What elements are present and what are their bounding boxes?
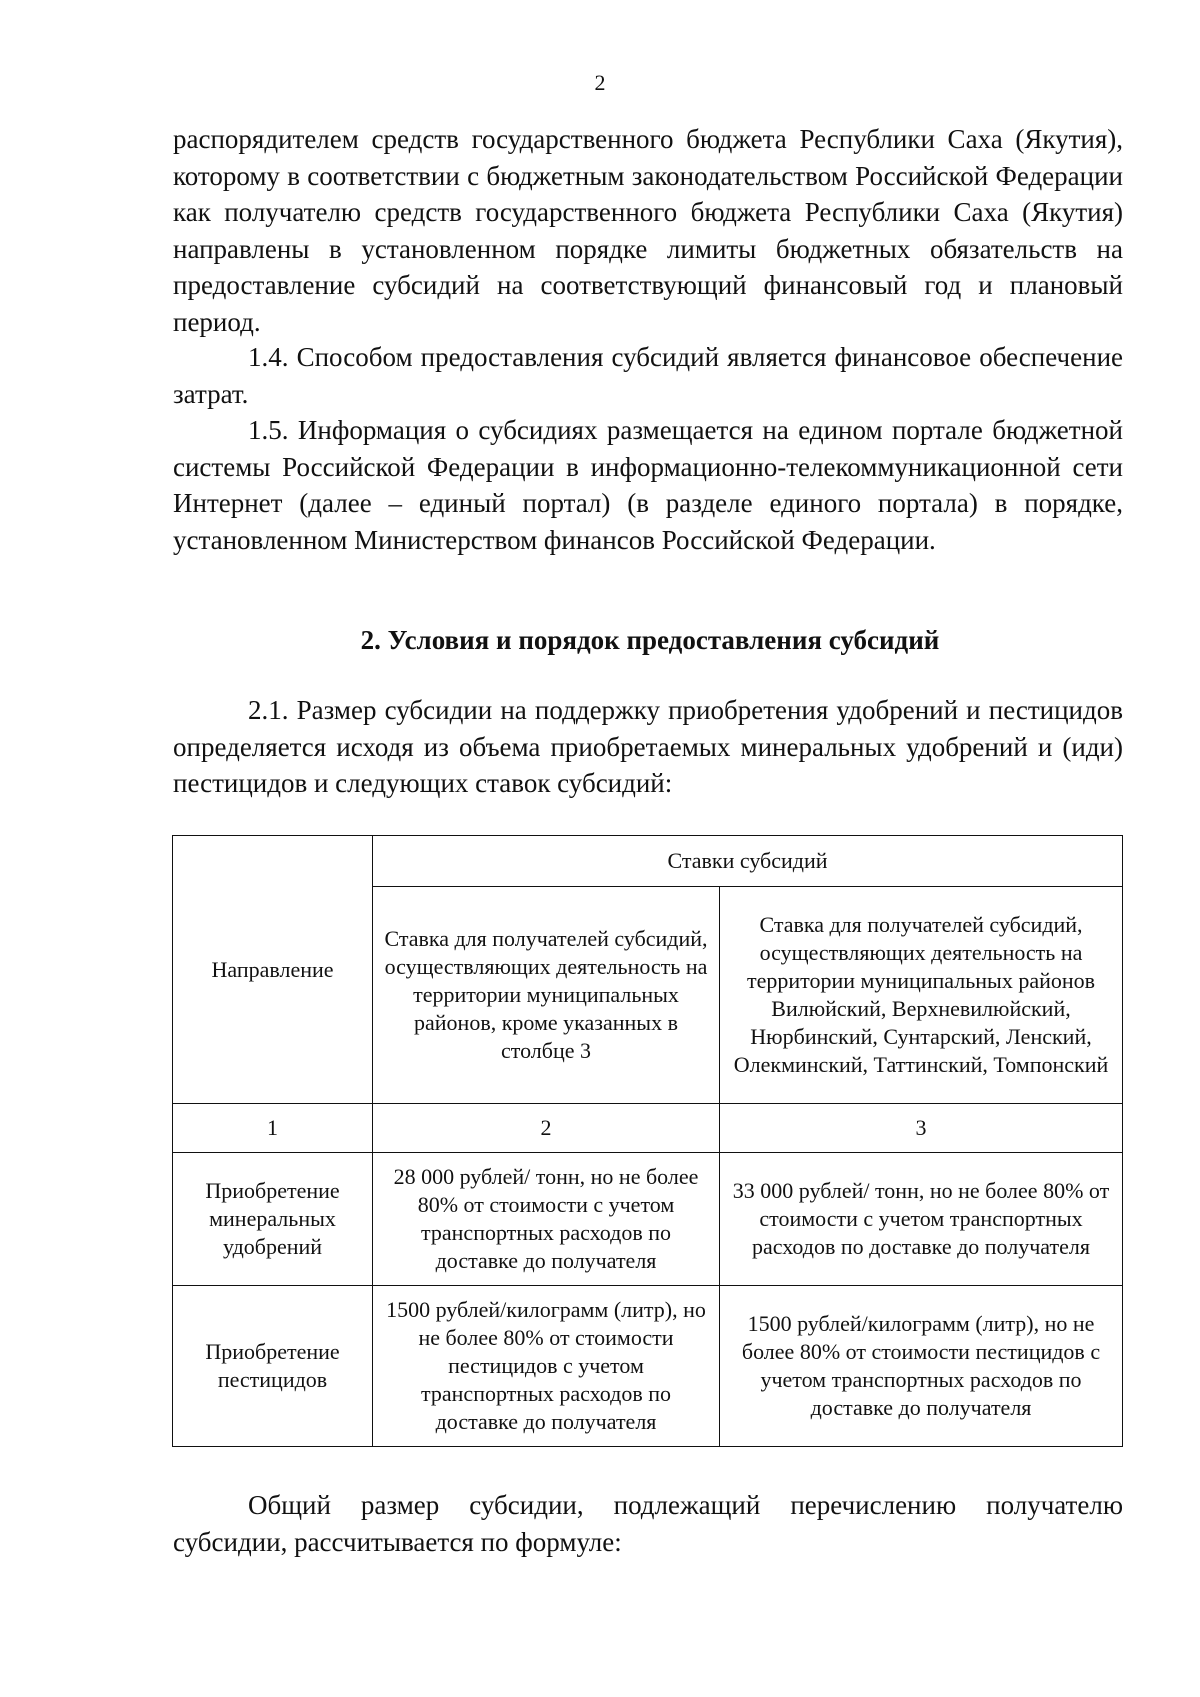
direction-cell: Приобретение минеральных удобрений (173, 1153, 373, 1286)
paragraph-intro: распорядителем средств государственного бюджета Республики Саха (Якутия), которому в соответствии с бюджетным законодательством Российской Федерации как получателю средств государственного бюджета Республики Саха (Якутия) направлены в установленном порядке лимиты бюджетных обязательств на предоставление субсидий на соответствующий финансовый год и плановый период. (173, 124, 1123, 337)
paragraph-2-1: 2.1. Размер субсидии на поддержку приобретения удобрений и пестицидов определяется исходя из объема приобретаемых минеральных удобрений и (иди) пестицидов и следующих ставок субсидий: (173, 695, 1123, 798)
subsidy-rates-table (172, 835, 1123, 1447)
table-header-row (173, 836, 1123, 887)
paragraph-total: Общий размер субсидии, подлежащий перечислению получателю субсидии, рассчитывается по формуле: (173, 1490, 1123, 1557)
header-direction: Направление (173, 836, 373, 1104)
header-rate-special: Ставка для получателей субсидий, осуществляющих деятельность на территории муниципальных районов Вилюйский, Верхневилюйский, Нюрбинский, Сунтарский, Ленский, Олекминский, Таттинский, Томпонский (720, 887, 1123, 1104)
paragraph-1-4: 1.4. Способом предоставления субсидий является финансовое обеспечение затрат. (173, 342, 1123, 409)
paragraph-1-5: 1.5. Информация о субсидиях размещается на едином портале бюджетной системы Российской Федерации в информационно-телекоммуникационной сети Интернет (далее – единый портал) (в разделе единого портала) в порядке, установленном Министерством финансов Российской Федерации. (173, 415, 1123, 555)
rate-general-cell: 28 000 рублей/ тонн, но не более 80% от стоимости с учетом транспортных расходов по доставке до получателя (373, 1153, 720, 1286)
column-number: 3 (720, 1104, 1123, 1153)
rate-general-cell: 1500 рублей/килограмм (литр), но не более 80% от стоимости пестицидов с учетом транспортных расходов по доставке до получателя (373, 1286, 720, 1447)
table-row (173, 1286, 1123, 1447)
page-number: 2 (594, 70, 606, 95)
column-number: 2 (373, 1104, 720, 1153)
header-rates: Ставки субсидий (373, 836, 1123, 887)
rate-special-cell: 1500 рублей/килограмм (литр), но не более 80% от стоимости пестицидов с учетом транспортных расходов по доставке до получателя (720, 1286, 1123, 1447)
rate-special-cell: 33 000 рублей/ тонн, но не более 80% от стоимости с учетом транспортных расходов по доставке до получателя (720, 1153, 1123, 1286)
column-number: 1 (173, 1104, 373, 1153)
header-rate-general: Ставка для получателей субсидий, осуществляющих деятельность на территории муниципальных районов, кроме указанных в столбце 3 (373, 887, 720, 1104)
column-number-row (173, 1104, 1123, 1153)
section-heading: 2. Условия и порядок предоставления субсидий (360, 625, 940, 655)
direction-cell: Приобретение пестицидов (173, 1286, 373, 1447)
table-row (173, 1153, 1123, 1286)
